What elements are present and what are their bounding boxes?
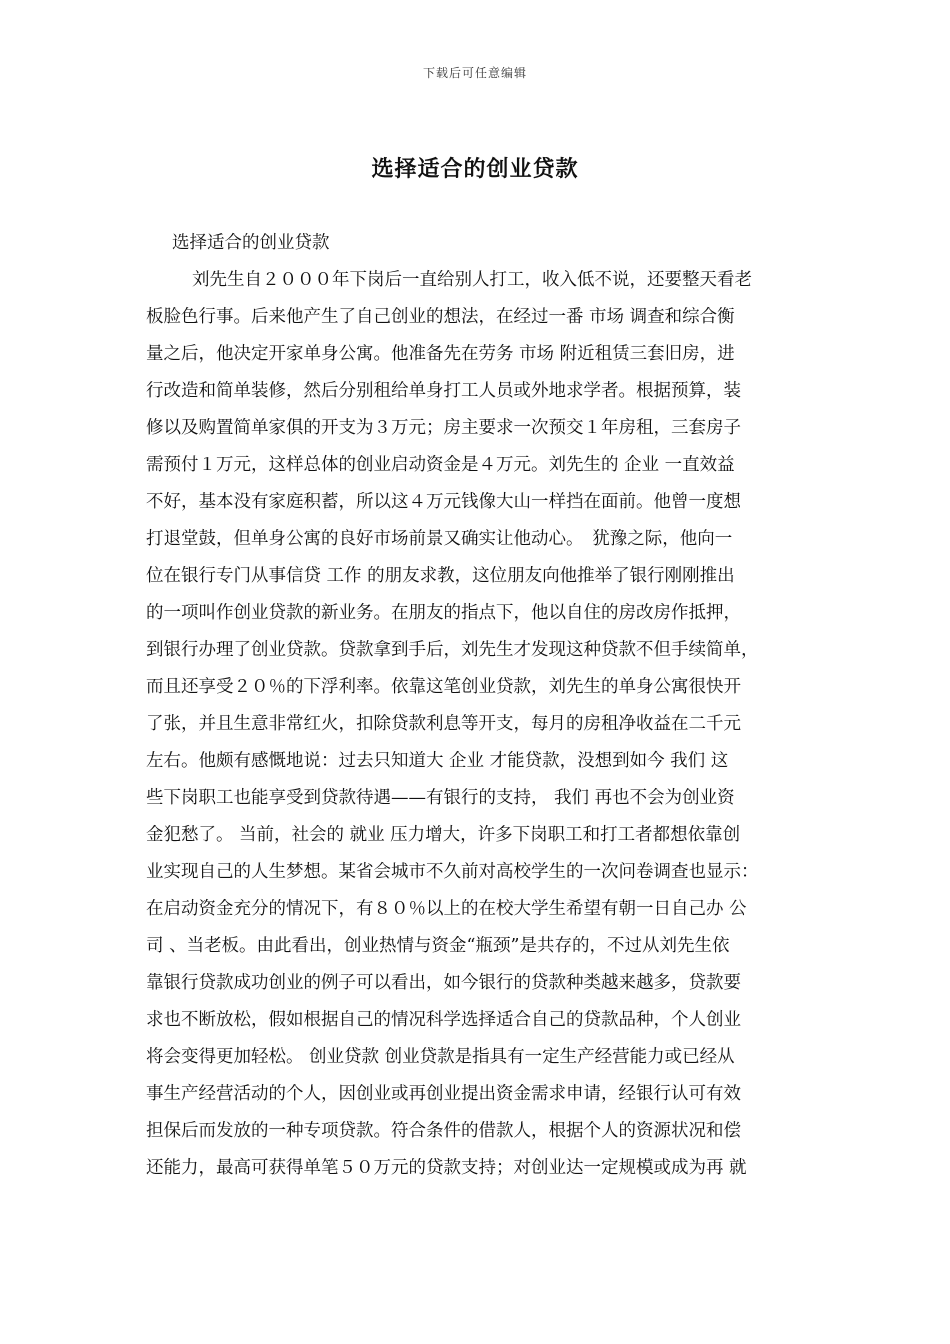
body-line: 到银行办理了创业贷款。贷款拿到手后，刘先生才发现这种贷款不但手续简单， <box>146 640 759 660</box>
body-line: 行改造和简单装修，然后分别租给单身打工人员或外地求学者。根据预算，装 <box>146 381 741 401</box>
body-line: 左右。他颇有感慨地说：过去只知道大 企业 才能贷款，没想到如今 我们 这 <box>146 751 729 771</box>
body-line: 量之后，他决定开家单身公寓。他准备先在劳务 市场 附近租赁三套旧房，进 <box>146 344 735 364</box>
body-line: 板脸色行事。后来他产生了自己创业的想法，在经过一番 市场 调查和综合衡 <box>146 307 735 327</box>
body-line: 靠银行贷款成功创业的例子可以看出，如今银行的贷款种类越来越多，贷款要 <box>146 973 741 993</box>
document-body <box>146 225 810 1187</box>
body-line: 业实现自己的人生梦想。某省会城市不久前对高校学生的一次问卷调查也显示： <box>146 862 759 882</box>
body-line: 位在银行专门从事信贷 工作 的朋友求教，这位朋友向他推举了银行刚刚推出 <box>146 566 735 586</box>
body-line: 的一项叫作创业贷款的新业务。在朋友的指点下，他以自住的房改房作抵押， <box>146 603 741 623</box>
body-line: 刘先生自２０００年下岗后一直给别人打工，收入低不说，还要整天看老 <box>192 270 752 290</box>
body-line: 在启动资金充分的情况下，有８０％以上的在校大学生希望有朝一日自己办 公 <box>146 899 747 919</box>
body-line: 不好，基本没有家庭积蓄，所以这４万元钱像大山一样挡在面前。他曾一度想 <box>146 492 741 512</box>
body-line: 担保后而发放的一种专项贷款。符合条件的借款人，根据个人的资源状况和偿 <box>146 1121 741 1141</box>
body-line: 将会变得更加轻松。 创业贷款 创业贷款是指具有一定生产经营能力或已经从 <box>146 1047 735 1067</box>
page-header-note: 下载后可任意编辑 <box>422 66 527 80</box>
body-line: 打退堂鼓，但单身公寓的良好市场前景又确实让他动心。 犹豫之际，他向一 <box>146 529 733 549</box>
body-line: 还能力，最高可获得单笔５０万元的贷款支持；对创业达一定规模或成为再 就 <box>146 1158 747 1178</box>
paragraph-heading: 选择适合的创业贷款 <box>172 233 330 253</box>
body-line: 而且还享受２０％的下浮利率。依靠这笔创业贷款，刘先生的单身公寓很快开 <box>146 677 741 697</box>
body-line: 司 、当老板。由此看出，创业热情与资金“瓶颈”是共存的，不过从刘先生依 <box>146 936 730 956</box>
body-line: 事生产经营活动的个人，因创业或再创业提出资金需求申请，经银行认可有效 <box>146 1084 741 1104</box>
body-line: 了张，并且生意非常红火，扣除贷款利息等开支，每月的房租净收益在二千元 <box>146 714 741 734</box>
body-line: 求也不断放松，假如根据自己的情况科学选择适合自己的贷款品种，个人创业 <box>146 1010 741 1030</box>
body-line: 些下岗职工也能享受到贷款待遇——有银行的支持， 我们 再也不会为创业资 <box>146 788 735 808</box>
document-title: 选择适合的创业贷款 <box>371 156 579 182</box>
body-line: 需预付１万元，这样总体的创业启动资金是４万元。刘先生的 企业 一直效益 <box>146 455 735 475</box>
body-line: 金犯愁了。 当前，社会的 就业 压力增大，许多下岗职工和打工者都想依靠创 <box>146 825 741 845</box>
body-line: 修以及购置简单家俱的开支为３万元；房主要求一次预交１年房租，三套房子 <box>146 418 741 438</box>
